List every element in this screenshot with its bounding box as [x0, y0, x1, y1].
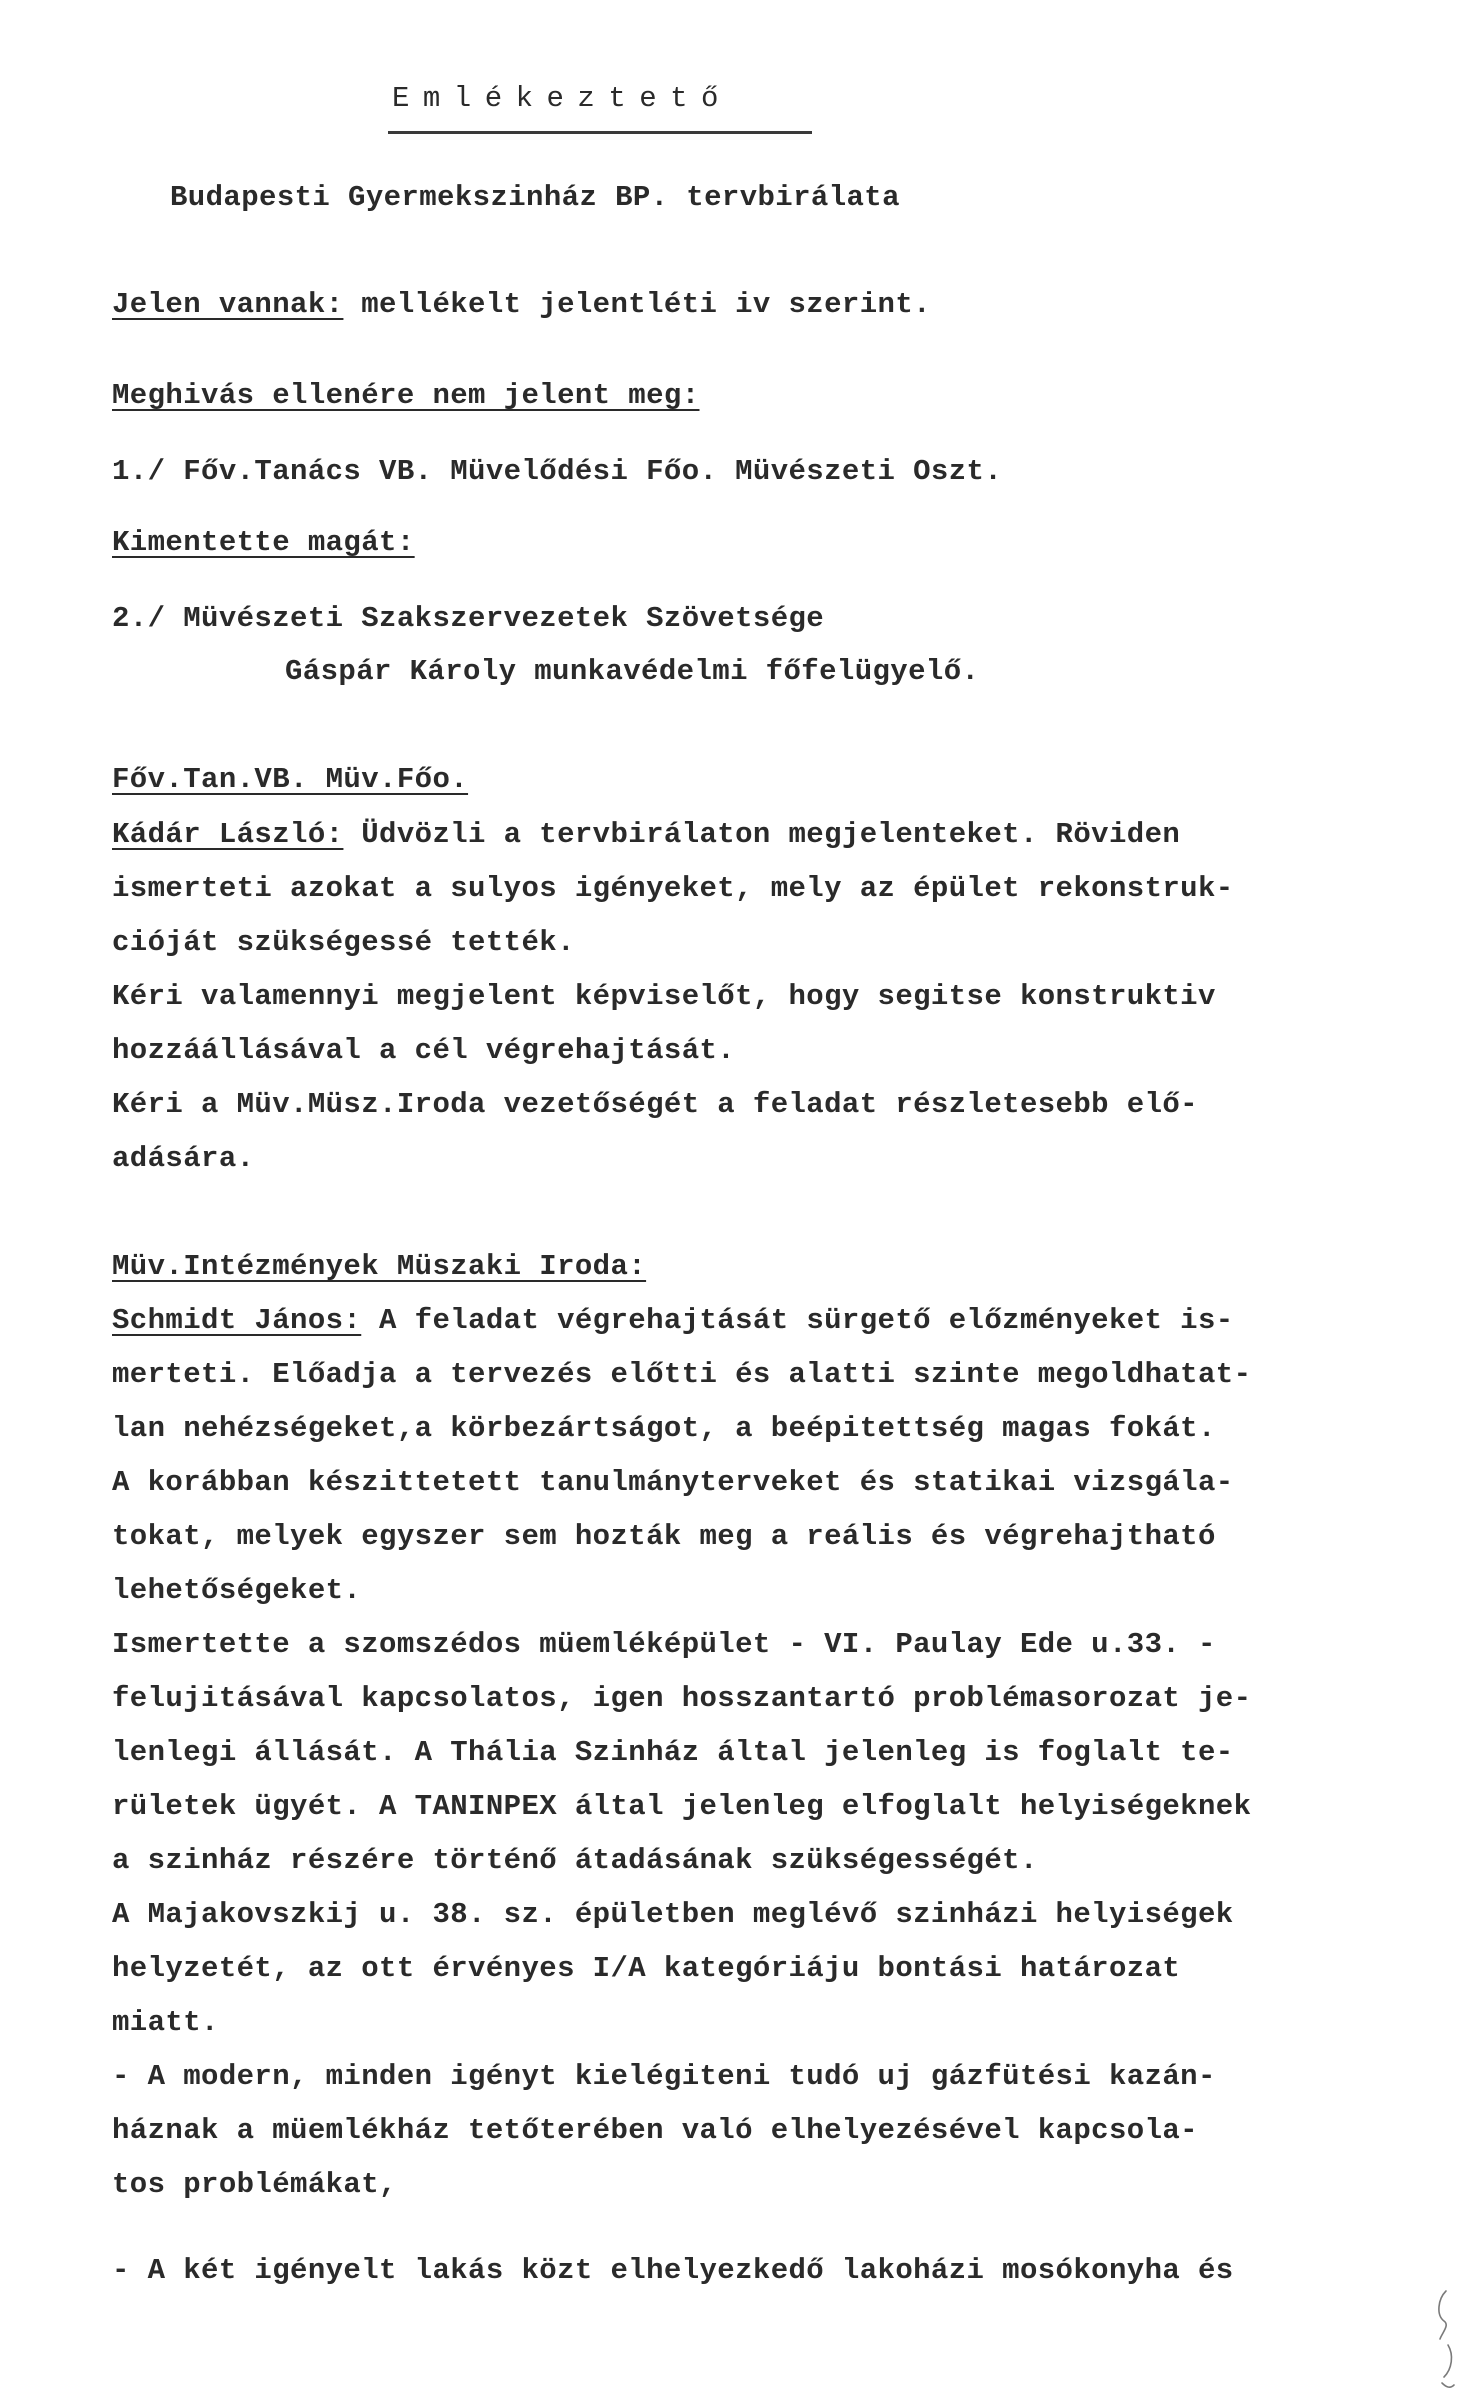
section1-line-6: adására. [112, 1142, 255, 1175]
section2-line-2: lan nehézségeket,a körbezártságot, a beépitettség magas fokát. [112, 1412, 1216, 1445]
section1-line-4: hozzáállásával a cél végrehajtását. [112, 1034, 736, 1067]
document-subject: Budapesti Gyermekszinház BP. tervbirálata [170, 181, 900, 214]
section2-line-7: felujitásával kapcsolatos, igen hosszantartó problémasorozat je- [112, 1682, 1252, 1715]
document-title: Emlékeztető [392, 82, 732, 115]
excused-heading: Kimentette magát: [112, 526, 415, 559]
section2-line-14: - A modern, minden igényt kielégiteni tudó uj gázfütési kazán- [112, 2060, 1216, 2093]
section2-line-1: merteti. Előadja a tervezés előtti és alatti szinte megoldhatat- [112, 1358, 1252, 1391]
section2-text-0: A feladat végrehajtását sürgető előzményeket is- [361, 1304, 1234, 1337]
section2-line-17: - A két igényelt lakás közt elhelyezkedő lakoházi mosókonyha és [112, 2254, 1234, 2287]
present-line [112, 290, 931, 319]
excused-item-1: 2./ Müvészeti Szakszervezetek Szövetsége [112, 602, 825, 635]
section2-line-4: tokat, melyek egyszer sem hozták meg a reális és végrehajtható [112, 1520, 1216, 1553]
section2-speaker: Schmidt János: [112, 1304, 362, 1337]
title-underline [388, 131, 812, 134]
section1-line-2: cióját szükségessé tették. [112, 926, 575, 959]
section2-line-10: a szinház részére történő átadásának szükségességét. [112, 1844, 1038, 1877]
margin-pencil-mark [1432, 2285, 1458, 2395]
section2-line-15: háznak a müemlékház tetőterében való elhelyezésével kapcsola- [112, 2114, 1198, 2147]
section1-text-0: Üdvözli a tervbirálaton megjelenteket. Röviden [343, 818, 1181, 851]
section2-line-3: A korábban készittetett tanulmányterveket és statikai vizsgála- [112, 1466, 1234, 1499]
present-label: Jelen vannak: [112, 288, 344, 321]
section1-line-3: Kéri valamennyi megjelent képviselőt, hogy segitse konstruktiv [112, 980, 1216, 1013]
section2-line-12: helyzetét, az ott érvényes I/A kategóriáju bontási határozat [112, 1952, 1181, 1985]
excused-item-2: Gáspár Károly munkavédelmi főfelügyelő. [285, 655, 980, 688]
section2-line-16: tos problémákat, [112, 2168, 397, 2201]
absent-item: 1./ Főv.Tanács VB. Müvelődési Főo. Müvészeti Oszt. [112, 455, 1003, 488]
section1-line-5: Kéri a Müv.Müsz.Iroda vezetőségét a feladat részletesebb elő- [112, 1088, 1198, 1121]
section2-line-6: Ismertette a szomszédos müemléképület - VI. Paulay Ede u.33. - [112, 1628, 1216, 1661]
present-text: mellékelt jelentléti iv szerint. [343, 288, 931, 321]
section2-line-9: rületek ügyét. A TANINPEX által jelenleg elfoglalt helyiségeknek [112, 1790, 1252, 1823]
section2-line-5: lehetőségeket. [112, 1574, 362, 1607]
section1-heading: Főv.Tan.VB. Müv.Főo. [112, 763, 469, 796]
section2-heading: Müv.Intézmények Müszaki Iroda: [112, 1250, 647, 1283]
section2-line-8: lenlegi állását. A Thália Szinház által jelenleg is foglalt te- [112, 1736, 1234, 1769]
section2-line-0 [112, 1306, 1234, 1335]
absent-heading: Meghivás ellenére nem jelent meg: [112, 379, 700, 412]
section1-line-1: ismerteti azokat a sulyos igényeket, mely az épület rekonstruk- [112, 872, 1234, 905]
section2-line-11: A Majakovszkij u. 38. sz. épületben meglévő szinházi helyiségek [112, 1898, 1234, 1931]
section2-line-13: miatt. [112, 2006, 219, 2039]
section1-speaker: Kádár László: [112, 818, 344, 851]
section1-line-0 [112, 820, 1180, 849]
